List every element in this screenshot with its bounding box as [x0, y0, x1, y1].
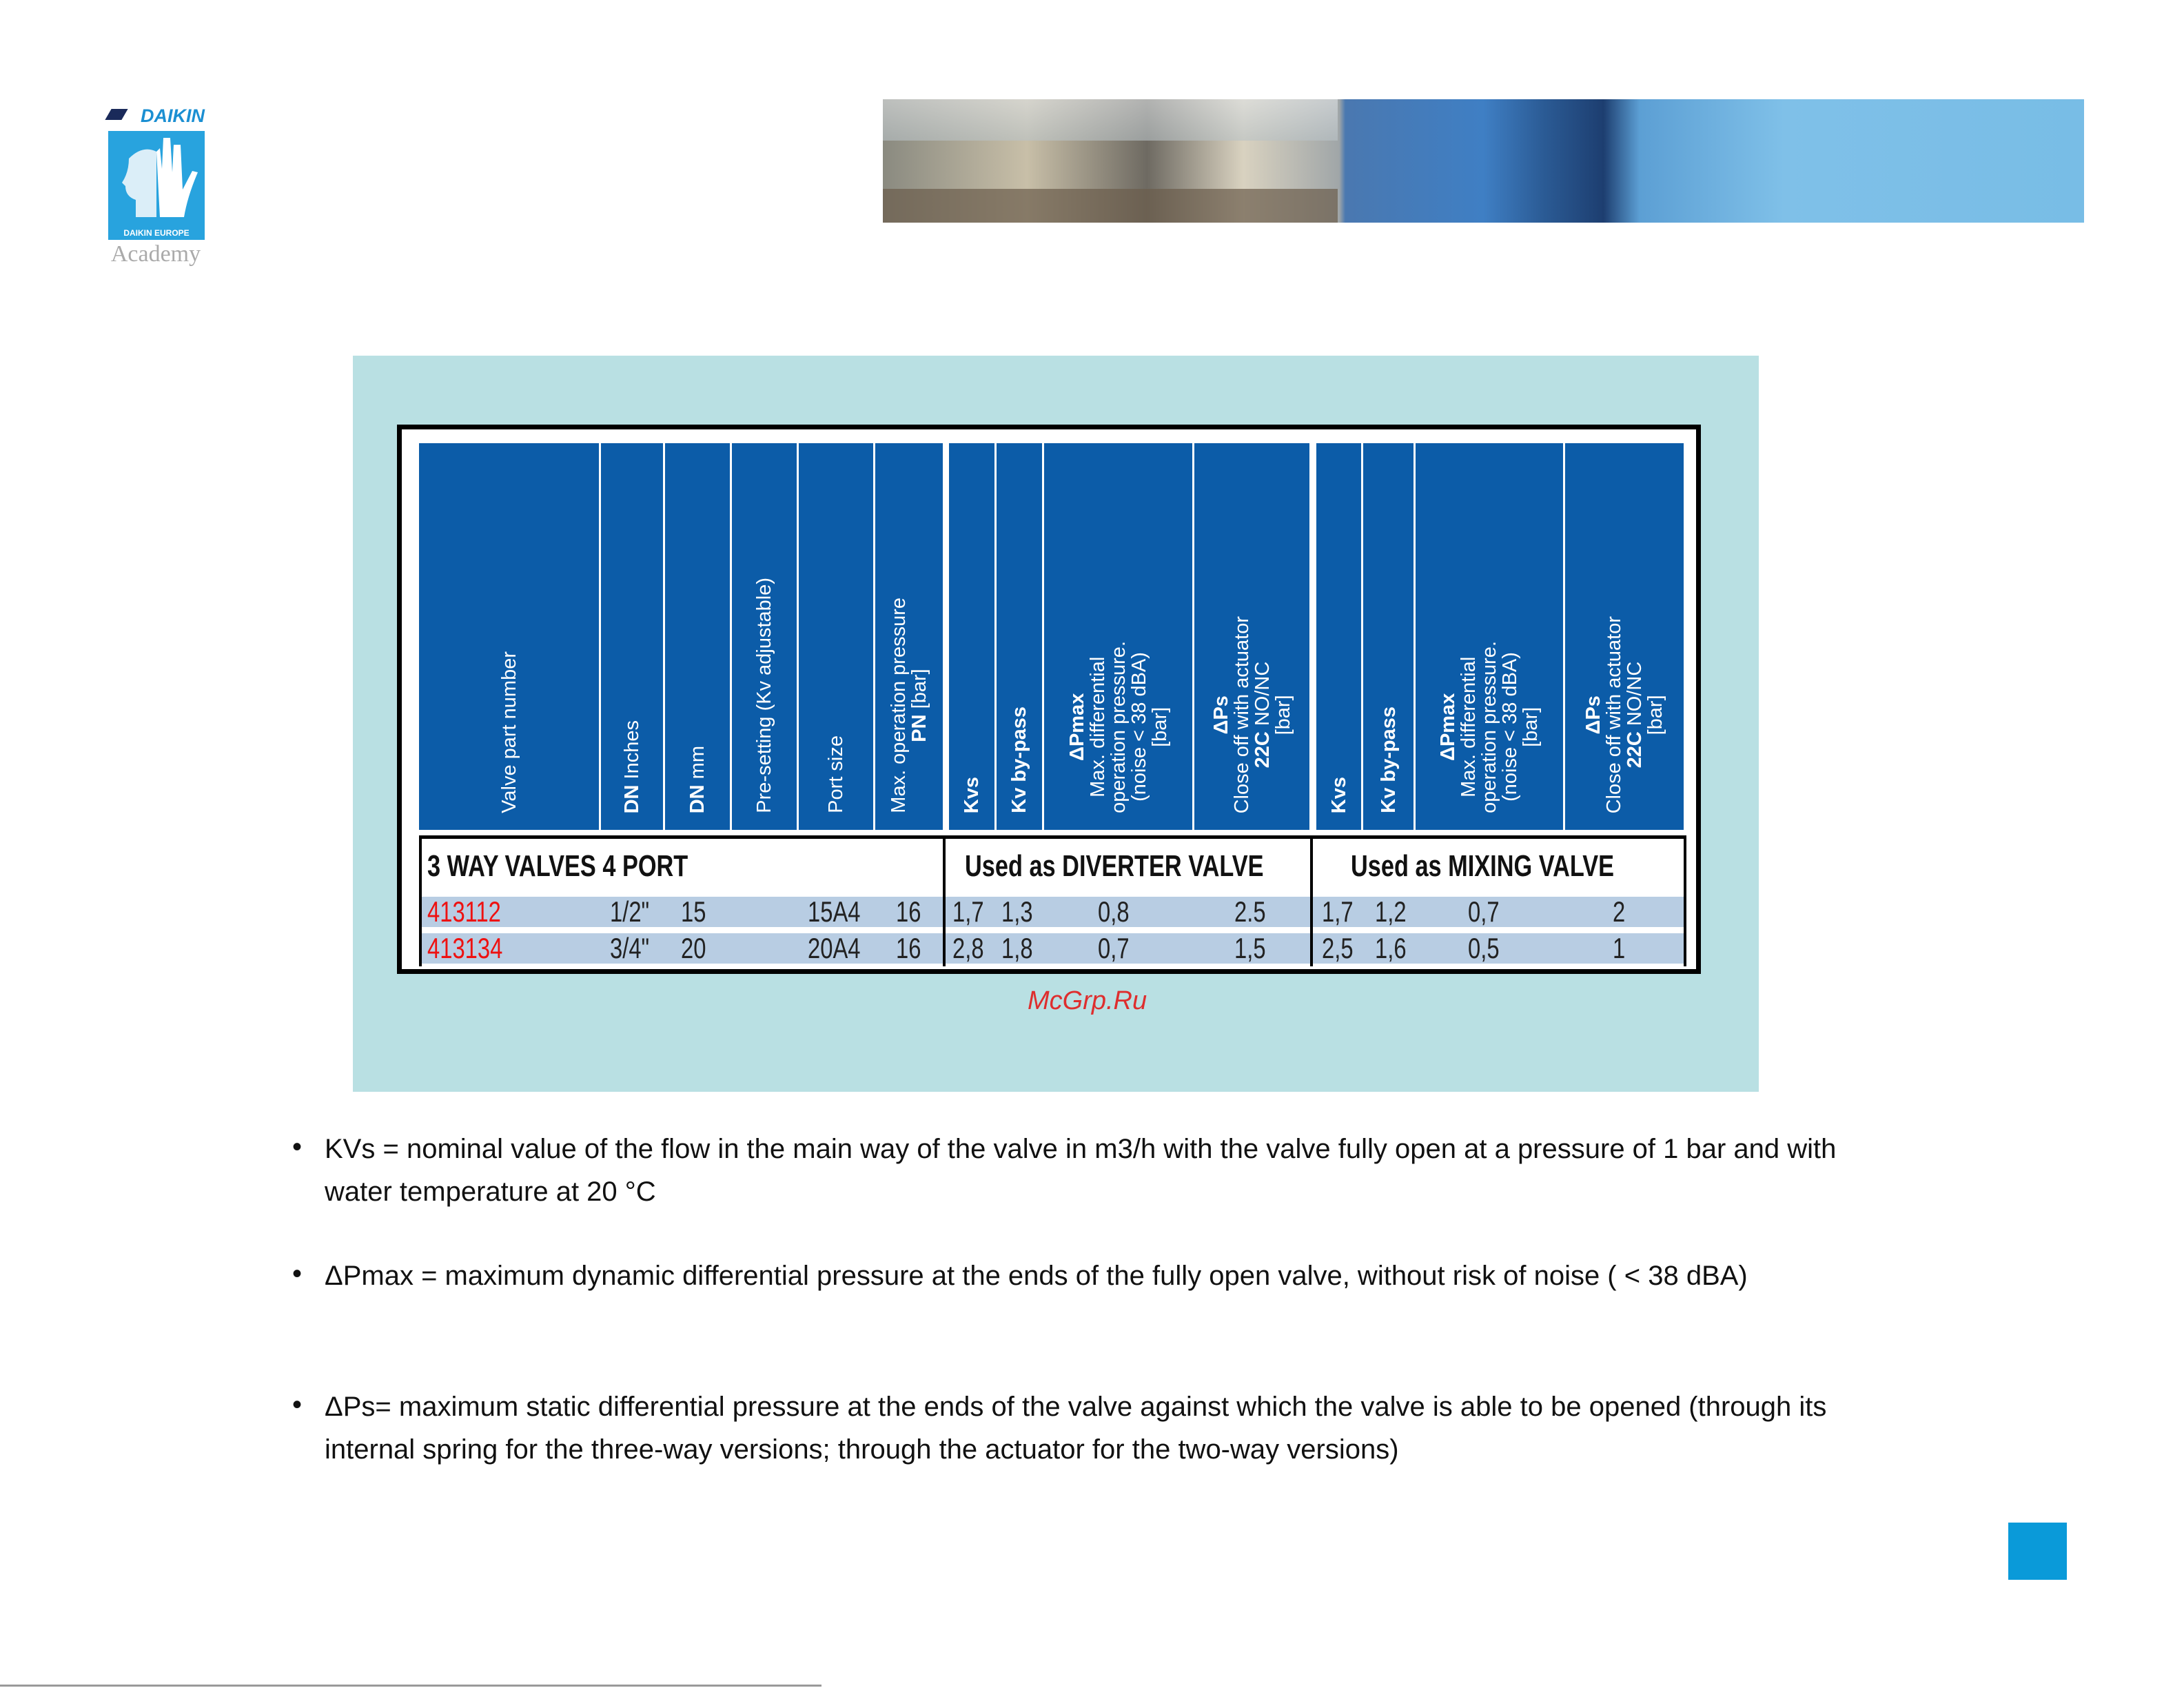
table-cell: 1,8 — [1001, 932, 1033, 964]
table-cell: 1/2" — [610, 895, 650, 928]
column-header — [1044, 443, 1192, 830]
table-cell: 2.5 — [1234, 895, 1266, 928]
table-cell: 15 — [681, 895, 706, 928]
daikin-academy-logo — [107, 103, 205, 272]
column-header-label: Kv by-pass — [1008, 706, 1030, 813]
hand-head-icon — [108, 131, 205, 240]
column-header-label: ΔPmax Max. differential operation pressure. (noise < 38 dBA) [bar] — [1437, 641, 1542, 813]
column-header — [1363, 443, 1414, 830]
note-dpmax: ΔPmax = maximum dynamic differential pressure at the ends of the fully open valve, without risk of noise ( < 38 dBA) — [325, 1261, 1748, 1291]
column-header — [875, 443, 943, 830]
column-header-label: ΔPs Close off with actuator 22C NO/NC [bar] — [1582, 616, 1666, 813]
table-cell: 1,7 — [1322, 895, 1354, 928]
section-label: Used as DIVERTER VALVE — [965, 849, 1264, 883]
bullet: • — [292, 1259, 303, 1289]
column-header — [665, 443, 730, 830]
column-header — [949, 443, 994, 830]
table-cell: 2 — [1613, 895, 1626, 928]
column-header — [799, 443, 873, 830]
note-dps: ΔPs= maximum static differential pressure at the ends of the valve against which the valve is able to be opened (through its internal spring for the three-way versions; through the actuator for the two-way versions) — [325, 1392, 1827, 1465]
column-header-label: DN mm — [686, 745, 708, 813]
logo-brand: DAIKIN — [141, 105, 205, 126]
table-cell: 0,7 — [1098, 932, 1130, 964]
logo-academy: Academy — [110, 241, 201, 267]
watermark: McGrp.Ru — [1028, 986, 1147, 1015]
table-cell: 0,7 — [1468, 895, 1500, 928]
column-header-label: Valve part number — [498, 651, 520, 813]
table-cell: 1,2 — [1375, 895, 1407, 928]
column-header-label: Kvs — [961, 776, 983, 813]
table-divider — [943, 835, 946, 966]
table-cell: 2,5 — [1322, 932, 1354, 964]
table-divider — [1684, 835, 1686, 966]
column-header-label: Pre-setting (Kv adjustable) — [753, 578, 775, 813]
column-header — [1565, 443, 1684, 830]
part-number: 413134 — [427, 932, 503, 964]
column-header-label: DN Inches — [621, 720, 643, 813]
table-cell: 16 — [896, 932, 921, 964]
bullet: • — [292, 1132, 303, 1162]
table-cell: 2,8 — [952, 932, 984, 964]
column-header — [601, 443, 663, 830]
table-cell: 20A4 — [808, 932, 861, 964]
table-cell: 1,5 — [1234, 932, 1266, 964]
column-header-label: Max. operation pressure PN [bar] — [888, 598, 930, 813]
table-cell: 16 — [896, 895, 921, 928]
column-header — [1316, 443, 1361, 830]
table-cell: 0,5 — [1468, 932, 1500, 964]
column-header-label: Kvs — [1327, 776, 1350, 813]
column-header — [1416, 443, 1563, 830]
column-header — [997, 443, 1042, 830]
table-cell: 1,3 — [1001, 895, 1033, 928]
column-header — [419, 443, 599, 830]
footer-line — [0, 1685, 821, 1687]
table-cell: 1,6 — [1375, 932, 1407, 964]
table-cell: 1,7 — [952, 895, 984, 928]
table-cell: 20 — [681, 932, 706, 964]
header-banner-image — [883, 99, 2084, 223]
table-cell: 3/4" — [610, 932, 650, 964]
column-header-label: ΔPmax Max. differential operation pressure. (noise < 38 dBA) [bar] — [1065, 641, 1171, 813]
section-label: Used as MIXING VALVE — [1351, 849, 1615, 883]
section-label: 3 WAY VALVES 4 PORT — [427, 849, 688, 883]
table-divider — [419, 835, 422, 966]
column-header-label: Port size — [825, 735, 847, 813]
table-cell: 0,8 — [1098, 895, 1130, 928]
bullet: • — [292, 1390, 303, 1420]
column-header — [732, 443, 797, 830]
column-header — [1194, 443, 1309, 830]
table-divider — [1310, 835, 1313, 966]
accent-square — [2008, 1523, 2067, 1580]
part-number: 413112 — [427, 895, 501, 928]
table-cell: 1 — [1613, 932, 1626, 964]
table-cell: 15A4 — [808, 895, 861, 928]
column-header-label: Kv by-pass — [1377, 706, 1400, 813]
logo-subtitle: DAIKIN EUROPE — [123, 228, 190, 238]
column-header-label: ΔPs Close off with actuator 22C NO/NC [bar] — [1210, 616, 1294, 813]
note-kvs: KVs = nominal value of the flow in the main way of the valve in m3/h with the valve fully open at a pressure of 1 bar and with water temperature at 20 °C — [325, 1134, 1837, 1207]
